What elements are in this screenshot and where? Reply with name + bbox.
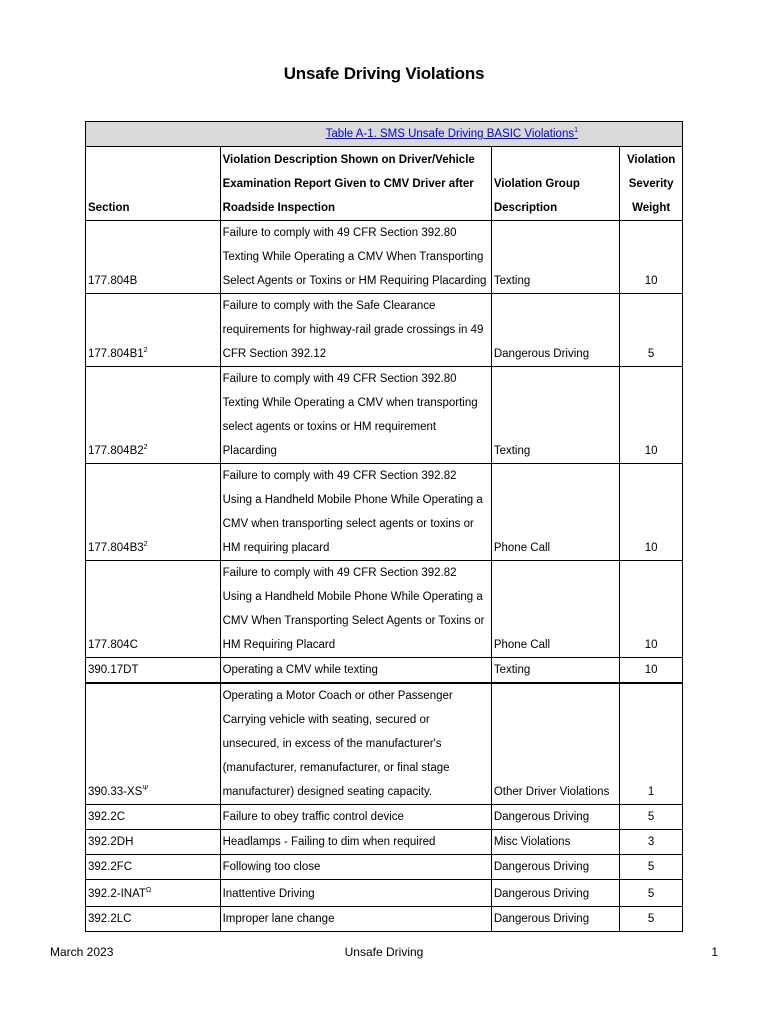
table-row [86,464,683,561]
cell-section [86,294,221,367]
cell-weight: 5 [620,880,683,907]
cell-weight: 10 [620,367,683,464]
cell-section [86,367,221,464]
section-code: 177.804B3 [88,542,144,554]
cell-section [86,830,221,855]
cell-description: Headlamps - Failing to dim when required [220,830,491,855]
section-footnote-marker: 2 [143,444,148,452]
table-caption-link[interactable] [326,128,578,140]
cell-group: Dangerous Driving [491,907,619,932]
cell-weight: 10 [620,221,683,294]
footer-date: March 2023 [50,945,114,959]
table-row [86,805,683,830]
section-footnote-marker: 2 [143,347,148,355]
cell-weight: 3 [620,830,683,855]
cell-weight: 10 [620,561,683,658]
table-row [86,855,683,880]
cell-description: Failure to comply with 49 CFR Section 392.80 Texting While Operating a CMV When Transporting Select Agents or Toxins or HM Requiring Placarding [220,221,491,294]
cell-group: Phone Call [491,464,619,561]
section-footnote-marker: 2 [143,541,148,549]
table-row [86,830,683,855]
page-title: Unsafe Driving Violations [283,64,485,83]
cell-group: Phone Call [491,561,619,658]
cell-description: Failure to comply with 49 CFR Section 392.80 Texting While Operating a CMV when transporting select agents or toxins or HM requirement Placarding [220,367,491,464]
section-code: 392.2C [88,811,126,823]
section-code: 392.2-INAT [88,888,146,900]
header-section: Section [86,147,221,221]
section-code: 177.804C [88,639,138,651]
cell-section [86,855,221,880]
cell-section [86,907,221,932]
cell-description: Inattentive Driving [220,880,491,907]
cell-description: Failure to comply with 49 CFR Section 392.82 Using a Handheld Mobile Phone While Operating a CMV When Transporting Select Agents or Toxins or HM Requiring Placard [220,561,491,658]
table-row [86,683,683,805]
section-code: 177.804B [88,275,138,287]
caption-footnote-marker: 1 [574,127,578,135]
cell-description: Failure to comply with the Safe Clearance requirements for highway-rail grade crossings in 49 CFR Section 392.12 [220,294,491,367]
table-row [86,658,683,684]
cell-description: Operating a CMV while texting [220,658,491,684]
table-row [86,907,683,932]
footer-page-number: 1 [711,945,718,959]
cell-description: Improper lane change [220,907,491,932]
table-row [86,561,683,658]
table-body [86,221,683,932]
cell-weight: 5 [620,907,683,932]
cell-description: Following too close [220,855,491,880]
table-row [86,294,683,367]
cell-group: Texting [491,658,619,684]
cell-section [86,880,221,907]
section-code: 392.2LC [88,913,132,925]
cell-section [86,658,221,684]
cell-section [86,221,221,294]
cell-group: Dangerous Driving [491,294,619,367]
table-caption-row [86,122,683,147]
header-group: Violation Group Description [491,147,619,221]
section-code: 392.2DH [88,836,134,848]
cell-group: Misc Violations [491,830,619,855]
cell-group: Texting [491,367,619,464]
cell-group: Dangerous Driving [491,805,619,830]
cell-weight: 1 [620,683,683,805]
section-code: 177.804B2 [88,445,144,457]
cell-section [86,561,221,658]
cell-section [86,683,221,805]
cell-weight: 5 [620,294,683,367]
footer-title: Unsafe Driving [344,945,424,959]
cell-weight: 10 [620,464,683,561]
cell-weight: 10 [620,658,683,684]
cell-section [86,805,221,830]
header-weight: Violation Severity Weight [620,147,683,221]
section-code: 390.17DT [88,664,139,676]
table-header-row [86,147,683,221]
cell-description: Operating a Motor Coach or other Passenger Carrying vehicle with seating, secured or unsecured, in excess of the manufacturer's (manufacturer, remanufacturer, or final stage manufacturer) designed seating capacity. [220,683,491,805]
cell-group: Other Driver Violations [491,683,619,805]
cell-group: Texting [491,221,619,294]
header-description: Violation Description Shown on Driver/Vehicle Examination Report Given to CMV Driver after Roadside Inspection [220,147,491,221]
cell-group: Dangerous Driving [491,880,619,907]
table-row [86,880,683,907]
cell-weight: 5 [620,805,683,830]
cell-description: Failure to obey traffic control device [220,805,491,830]
section-code: 390.33-XS [88,786,143,798]
cell-group: Dangerous Driving [491,855,619,880]
section-code: 177.804B1 [88,348,144,360]
table-row [86,367,683,464]
cell-description: Failure to comply with 49 CFR Section 392.82 Using a Handheld Mobile Phone While Operating a CMV when transporting select agents or toxins or HM requiring placard [220,464,491,561]
section-footnote-marker: Ω [145,887,152,895]
section-footnote-marker: Ψ [142,785,149,793]
table-row [86,221,683,294]
table-caption-cell [86,122,683,147]
table-caption-text: Table A-1. SMS Unsafe Driving BASIC Violations [325,128,575,140]
cell-section [86,464,221,561]
violations-table [85,121,683,932]
cell-weight: 5 [620,855,683,880]
section-code: 392.2FC [88,861,133,873]
